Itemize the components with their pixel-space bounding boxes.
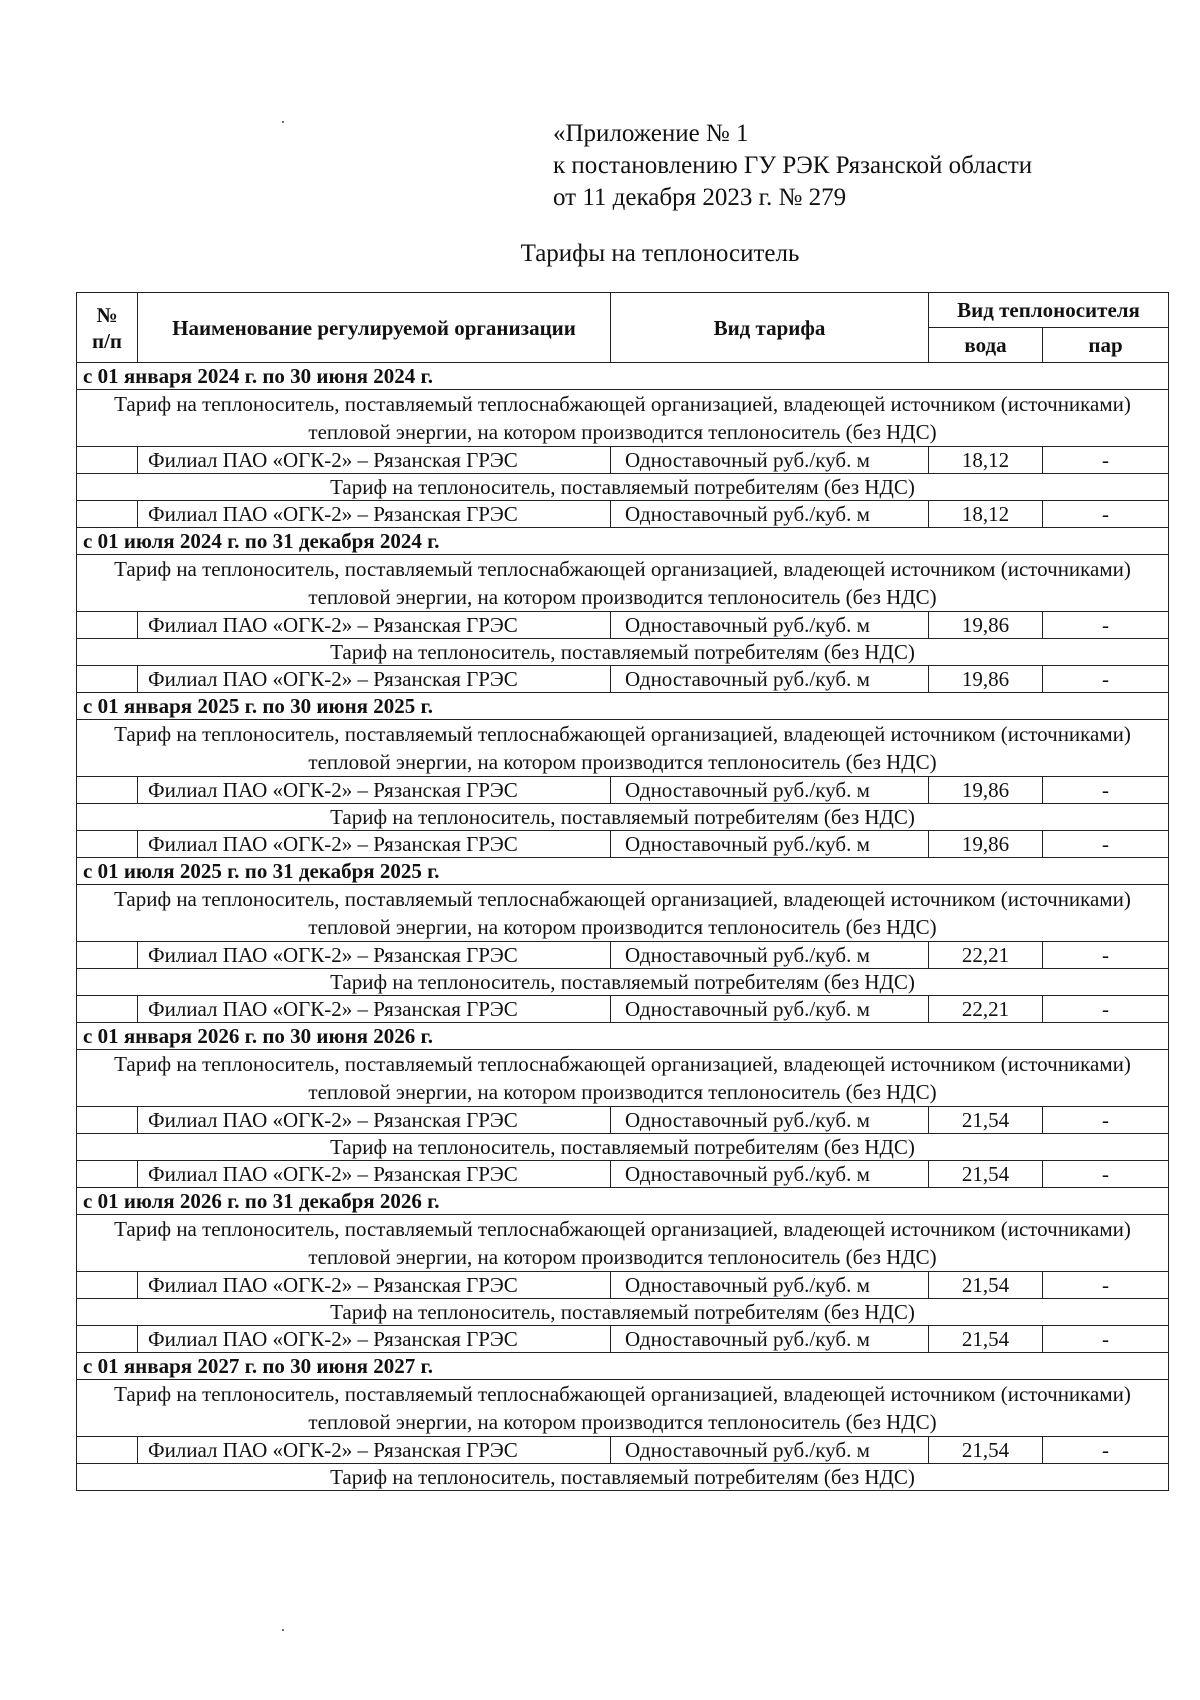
source-tariff-description: Тариф на теплоноситель, поставляемый теплоснабжающей организацией, владеющей источником (источниками) тепловой энергии, на котором производится теплоноситель (без НДС) — [77, 555, 1169, 612]
tariff-kind: Одноставочный руб./куб. м — [611, 1437, 929, 1464]
source-tariff-description: Тариф на теплоноситель, поставляемый теплоснабжающей организацией, владеющей источником (источниками) тепловой энергии, на котором производится теплоноситель (без НДС) — [77, 885, 1169, 942]
tariff-kind: Одноставочный руб./куб. м — [611, 612, 929, 639]
steam-tariff: - — [1043, 612, 1169, 639]
period-row — [77, 1188, 1169, 1215]
organization-name: Филиал ПАО «ОГК-2» – Рязанская ГРЭС — [138, 612, 611, 639]
header-tariff-kind: Вид тарифа — [611, 293, 929, 363]
organization-name: Филиал ПАО «ОГК-2» – Рязанская ГРЭС — [138, 1272, 611, 1299]
steam-tariff: - — [1043, 831, 1169, 858]
source-tariff-description: Тариф на теплоноситель, поставляемый теплоснабжающей организацией, владеющей источником (источниками) тепловой энергии, на котором производится теплоноситель (без НДС) — [77, 1215, 1169, 1272]
water-tariff: 18,12 — [929, 447, 1043, 474]
steam-tariff: - — [1043, 1161, 1169, 1188]
steam-tariff: - — [1043, 1272, 1169, 1299]
appendix-header — [553, 118, 1032, 214]
header-carrier-type: Вид теплоносителя — [929, 293, 1169, 328]
source-description-row — [77, 885, 1169, 942]
table-row — [77, 1161, 1169, 1188]
organization-name: Филиал ПАО «ОГК-2» – Рязанская ГРЭС — [138, 501, 611, 528]
header-number: № п/п — [77, 293, 138, 363]
tariff-kind: Одноставочный руб./куб. м — [611, 831, 929, 858]
document-title: Тарифы на теплоноситель — [520, 240, 800, 267]
appendix-line-3: от 11 декабря 2023 г. № 279 — [553, 184, 847, 211]
consumer-description-row — [77, 1134, 1169, 1161]
tariff-kind: Одноставочный руб./куб. м — [611, 1161, 929, 1188]
header-water: вода — [929, 328, 1043, 363]
water-tariff: 21,54 — [929, 1437, 1043, 1464]
organization-name: Филиал ПАО «ОГК-2» – Рязанская ГРЭС — [138, 1161, 611, 1188]
period-label: с 01 июля 2026 г. по 31 декабря 2026 г. — [77, 1188, 1169, 1215]
row-number — [77, 777, 138, 804]
row-number — [77, 1326, 138, 1353]
consumer-description-row — [77, 969, 1169, 996]
period-label: с 01 января 2027 г. по 30 июня 2027 г. — [77, 1353, 1169, 1380]
water-tariff: 21,54 — [929, 1161, 1043, 1188]
header-organization: Наименование регулируемой организации — [138, 293, 611, 363]
row-number — [77, 942, 138, 969]
organization-name: Филиал ПАО «ОГК-2» – Рязанская ГРЭС — [138, 831, 611, 858]
organization-name: Филиал ПАО «ОГК-2» – Рязанская ГРЭС — [138, 777, 611, 804]
steam-tariff: - — [1043, 942, 1169, 969]
source-description-row — [77, 1050, 1169, 1107]
consumer-tariff-description: Тариф на теплоноситель, поставляемый потребителям (без НДС) — [77, 1464, 1169, 1491]
organization-name: Филиал ПАО «ОГК-2» – Рязанская ГРЭС — [138, 666, 611, 693]
table-row — [77, 777, 1169, 804]
organization-name: Филиал ПАО «ОГК-2» – Рязанская ГРЭС — [138, 1437, 611, 1464]
period-row — [77, 1023, 1169, 1050]
tariff-kind: Одноставочный руб./куб. м — [611, 1272, 929, 1299]
table-row — [77, 447, 1169, 474]
steam-tariff: - — [1043, 777, 1169, 804]
table-row — [77, 1272, 1169, 1299]
tariff-kind: Одноставочный руб./куб. м — [611, 447, 929, 474]
period-row — [77, 858, 1169, 885]
period-row — [77, 363, 1169, 390]
organization-name: Филиал ПАО «ОГК-2» – Рязанская ГРЭС — [138, 447, 611, 474]
tariff-table-body — [77, 363, 1169, 1491]
consumer-tariff-description: Тариф на теплоноситель, поставляемый потребителям (без НДС) — [77, 1134, 1169, 1161]
steam-tariff: - — [1043, 666, 1169, 693]
scan-speck — [282, 1629, 284, 1631]
water-tariff: 18,12 — [929, 501, 1043, 528]
source-tariff-description: Тариф на теплоноситель, поставляемый теплоснабжающей организацией, владеющей источником (источниками) тепловой энергии, на котором производится теплоноситель (без НДС) — [77, 1380, 1169, 1437]
source-tariff-description: Тариф на теплоноситель, поставляемый теплоснабжающей организацией, владеющей источником (источниками) тепловой энергии, на котором производится теплоноситель (без НДС) — [77, 720, 1169, 777]
row-number — [77, 666, 138, 693]
scan-speck — [282, 121, 284, 123]
tariff-kind: Одноставочный руб./куб. м — [611, 666, 929, 693]
table-row — [77, 942, 1169, 969]
table-row — [77, 1326, 1169, 1353]
consumer-description-row — [77, 1464, 1169, 1491]
period-row — [77, 528, 1169, 555]
tariff-kind: Одноставочный руб./куб. м — [611, 1107, 929, 1134]
steam-tariff: - — [1043, 447, 1169, 474]
row-number — [77, 1161, 138, 1188]
water-tariff: 21,54 — [929, 1272, 1043, 1299]
consumer-tariff-description: Тариф на теплоноситель, поставляемый потребителям (без НДС) — [77, 969, 1169, 996]
period-label: с 01 января 2025 г. по 30 июня 2025 г. — [77, 693, 1169, 720]
steam-tariff: - — [1043, 1326, 1169, 1353]
source-description-row — [77, 1215, 1169, 1272]
consumer-tariff-description: Тариф на теплоноситель, поставляемый потребителям (без НДС) — [77, 639, 1169, 666]
steam-tariff: - — [1043, 1437, 1169, 1464]
row-number — [77, 1437, 138, 1464]
tariff-kind: Одноставочный руб./куб. м — [611, 942, 929, 969]
source-description-row — [77, 720, 1169, 777]
row-number — [77, 996, 138, 1023]
steam-tariff: - — [1043, 1107, 1169, 1134]
organization-name: Филиал ПАО «ОГК-2» – Рязанская ГРЭС — [138, 942, 611, 969]
row-number — [77, 501, 138, 528]
table-row — [77, 1437, 1169, 1464]
tariff-kind: Одноставочный руб./куб. м — [611, 777, 929, 804]
organization-name: Филиал ПАО «ОГК-2» – Рязанская ГРЭС — [138, 1326, 611, 1353]
consumer-description-row — [77, 1299, 1169, 1326]
consumer-tariff-description: Тариф на теплоноситель, поставляемый потребителям (без НДС) — [77, 1299, 1169, 1326]
consumer-description-row — [77, 639, 1169, 666]
source-description-row — [77, 1380, 1169, 1437]
water-tariff: 19,86 — [929, 666, 1043, 693]
table-row — [77, 996, 1169, 1023]
period-label: с 01 января 2026 г. по 30 июня 2026 г. — [77, 1023, 1169, 1050]
water-tariff: 21,54 — [929, 1326, 1043, 1353]
row-number — [77, 831, 138, 858]
period-label: с 01 июля 2024 г. по 31 декабря 2024 г. — [77, 528, 1169, 555]
appendix-line-1: «Приложение № 1 — [553, 120, 749, 147]
tariff-kind: Одноставочный руб./куб. м — [611, 996, 929, 1023]
water-tariff: 21,54 — [929, 1107, 1043, 1134]
source-description-row — [77, 555, 1169, 612]
tariff-kind: Одноставочный руб./куб. м — [611, 1326, 929, 1353]
source-description-row — [77, 390, 1169, 447]
consumer-description-row — [77, 474, 1169, 501]
appendix-line-2: к постановлению ГУ РЭК Рязанской области — [553, 152, 1033, 179]
period-label: с 01 января 2024 г. по 30 июня 2024 г. — [77, 363, 1169, 390]
source-tariff-description: Тариф на теплоноситель, поставляемый теплоснабжающей организацией, владеющей источником (источниками) тепловой энергии, на котором производится теплоноситель (без НДС) — [77, 390, 1169, 447]
table-row — [77, 666, 1169, 693]
consumer-tariff-description: Тариф на теплоноситель, поставляемый потребителям (без НДС) — [77, 804, 1169, 831]
row-number — [77, 612, 138, 639]
tariff-table — [76, 292, 1169, 1491]
table-row — [77, 831, 1169, 858]
period-row — [77, 1353, 1169, 1380]
header-steam: пар — [1043, 328, 1169, 363]
water-tariff: 19,86 — [929, 777, 1043, 804]
steam-tariff: - — [1043, 996, 1169, 1023]
consumer-tariff-description: Тариф на теплоноситель, поставляемый потребителям (без НДС) — [77, 474, 1169, 501]
tariff-kind: Одноставочный руб./куб. м — [611, 501, 929, 528]
table-row — [77, 1107, 1169, 1134]
period-row — [77, 693, 1169, 720]
table-row — [77, 612, 1169, 639]
row-number — [77, 447, 138, 474]
steam-tariff: - — [1043, 501, 1169, 528]
period-label: с 01 июля 2025 г. по 31 декабря 2025 г. — [77, 858, 1169, 885]
row-number — [77, 1272, 138, 1299]
table-row — [77, 501, 1169, 528]
organization-name: Филиал ПАО «ОГК-2» – Рязанская ГРЭС — [138, 1107, 611, 1134]
source-tariff-description: Тариф на теплоноситель, поставляемый теплоснабжающей организацией, владеющей источником (источниками) тепловой энергии, на котором производится теплоноситель (без НДС) — [77, 1050, 1169, 1107]
row-number — [77, 1107, 138, 1134]
organization-name: Филиал ПАО «ОГК-2» – Рязанская ГРЭС — [138, 996, 611, 1023]
water-tariff: 19,86 — [929, 612, 1043, 639]
water-tariff: 22,21 — [929, 996, 1043, 1023]
water-tariff: 22,21 — [929, 942, 1043, 969]
water-tariff: 19,86 — [929, 831, 1043, 858]
consumer-description-row — [77, 804, 1169, 831]
